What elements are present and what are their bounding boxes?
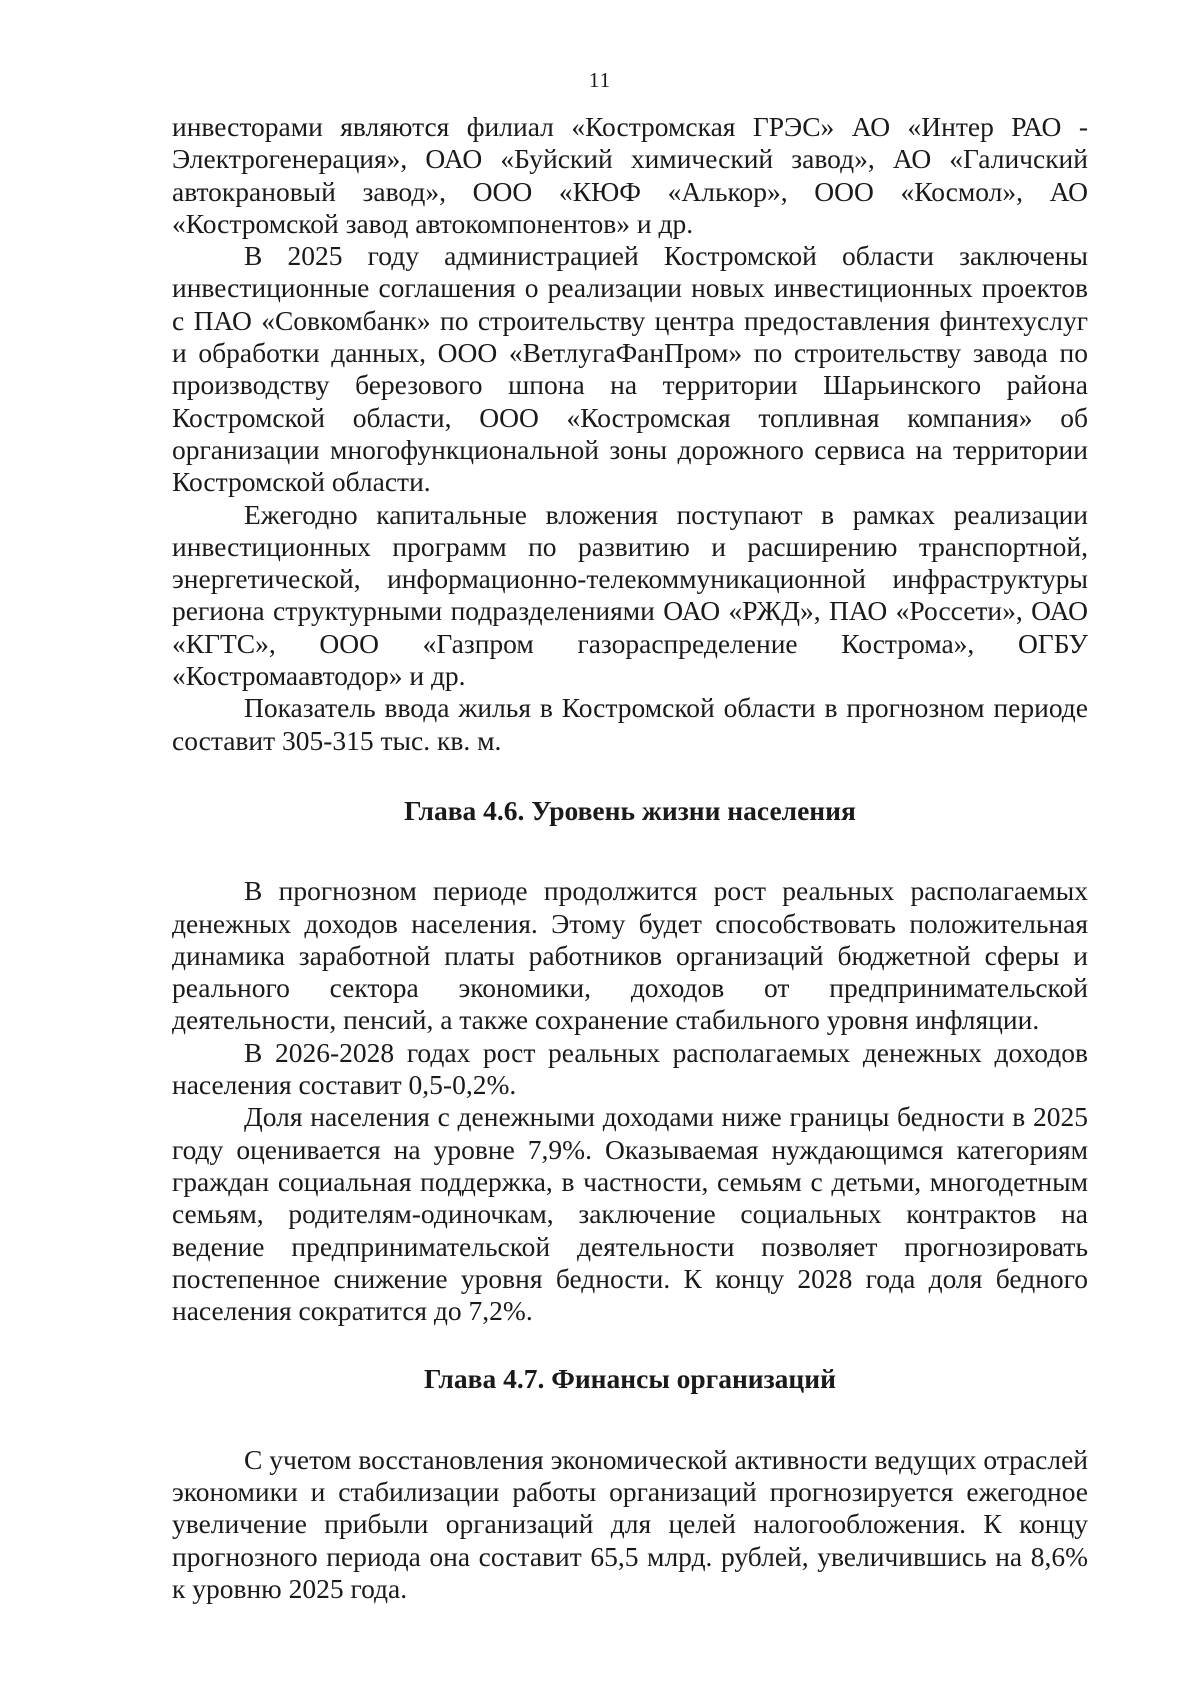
page-number: 11 [588,68,612,92]
paragraph-housing: Показатель ввода жилья в Костромской области в прогнозном периоде составит 305-315 тыс. кв. м. [172,692,1088,756]
paragraph-capital-investments: Ежегодно капитальные вложения поступают в рамках реализации инвестиционных программ по развитию и расширению транспортной, энергетической, информационно-телекоммуникационной инфраструктуры региона структурными подразделениями ОАО «РЖД», ПАО «Россети», ОАО «КГТС», ООО «Газпром газораспределение Кострома», ОГБУ «Костромаавтодор» и др. [172,498,1088,692]
section-heading-finance: Глава 4.7. Финансы организаций [424,1363,836,1395]
paragraph-investors: инвесторами являются филиал «Костромская ГРЭС» АО «Интер РАО - Электрогенерация», ОАО «Буйский химический завод», АО «Галичский автокрановый завод», ООО «КЮФ «Алькор», ООО «Космол», АО «Костромской завод автокомпонентов» и др. [172,111,1088,239]
paragraph-income-growth: В прогнозном периоде продолжится рост реальных располагаемых денежных доходов населения. Этому будет способствовать положительная динамика заработной платы работников организаций бюджетной сферы и реального сектора экономики, доходов от предпринимательской деятельности, пенсий, а также сохранение стабильного уровня инфляции. [172,875,1088,1036]
paragraph-income-forecast: В 2026-2028 годах рост реальных располагаемых денежных доходов населения составит 0,5-0,2%. [172,1036,1088,1101]
paragraph-profit: С учетом восстановления экономической активности ведущих отраслей экономики и стабилизации работы организаций прогнозируется ежегодное увеличение прибыли организаций для целей налогообложения. К концу прогнозного периода она составит 65,5 млрд. рублей, увеличившись на 8,6% к уровню 2025 года. [172,1443,1088,1604]
paragraph-poverty: Доля населения с денежными доходами ниже границы бедности в 2025 году оценивается на уровне 7,9%. Оказываемая нуждающимся категориям граждан социальная поддержка, в частности, семьям с детьми, многодетным семьям, родителям-одиночкам, заключение социальных контрактов на ведение предпринимательской деятельности позволяет прогнозировать постепенное снижение уровня бедности. К концу 2028 года доля бедного населения сократится до 7,2%. [172,1101,1088,1327]
paragraph-investment-agreements: В 2025 году администрацией Костромской области заключены инвестиционные соглашения о реализации новых инвестиционных проектов с ПАО «Совкомбанк» по строительству центра предоставления финтехуслуг и обработки данных, ООО «ВетлугаФанПром» по строительству завода по производству березового шпона на территории Шарьинского района Костромской области, ООО «Костромская топливная компания» об организации многофункциональной зоны дорожного сервиса на территории Костромской области. [172,240,1088,498]
document-body [172,111,1088,1605]
section-heading-living-standards: Глава 4.6. Уровень жизни населения [404,794,856,826]
